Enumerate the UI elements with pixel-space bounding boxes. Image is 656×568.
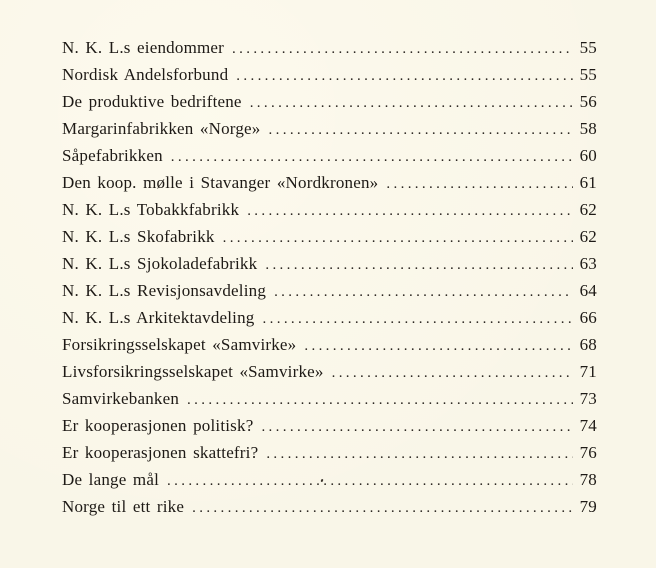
toc-entry-page: 79	[579, 497, 597, 516]
toc-entry-title: N. K. L.s Arkitektavdeling	[62, 308, 255, 327]
dot-leader	[274, 284, 573, 301]
toc-entry-title: Nordisk Andelsforbund	[62, 65, 229, 84]
toc-entry-title: Norge til ett rike	[62, 497, 185, 516]
toc-entry	[62, 497, 597, 524]
dot-leader	[232, 41, 573, 58]
toc-entry-page: 55	[579, 65, 597, 84]
toc-entry-title: Samvirkebanken	[62, 389, 180, 408]
dot-leader	[386, 176, 573, 193]
toc-entry	[62, 389, 597, 416]
toc-entry-title: N. K. L.s Revisjonsavdeling	[62, 281, 267, 300]
toc-entry-title: Forsikringsselskapet «Samvirke»	[62, 335, 297, 354]
toc-entry-page: 64	[579, 281, 597, 300]
toc-entry-title: N. K. L.s Sjokoladefabrikk	[62, 254, 258, 273]
toc-entry-title: Livsforsikringsselskapet «Samvirke»	[62, 362, 324, 381]
toc-entry	[62, 470, 597, 497]
toc-entry-page: 71	[579, 362, 597, 381]
toc-entry	[62, 38, 597, 65]
toc-entry	[62, 335, 597, 362]
toc-entry	[62, 200, 597, 227]
dot-leader	[263, 311, 573, 328]
toc-entry-page: 76	[579, 443, 597, 462]
toc-entry-title: Er kooperasjonen politisk?	[62, 416, 254, 435]
toc-entry-page: 74	[579, 416, 597, 435]
table-of-contents	[62, 38, 597, 524]
toc-entry-page: 73	[579, 389, 597, 408]
toc-entry-title: Margarinfabrikken «Norge»	[62, 119, 261, 138]
dot-leader	[236, 68, 573, 85]
toc-entry-title: N. K. L.s eiendommer	[62, 38, 225, 57]
toc-entry-page: 58	[579, 119, 597, 138]
dot-leader	[247, 203, 573, 220]
toc-entry	[62, 92, 597, 119]
dot-leader	[269, 122, 573, 139]
toc-entry-page: 55	[579, 38, 597, 57]
toc-entry-title: Såpefabrikken	[62, 146, 163, 165]
dot-leader	[261, 419, 573, 436]
dot-leader	[171, 149, 573, 166]
dot-leader	[265, 257, 573, 274]
toc-entry	[62, 308, 597, 335]
toc-entry	[62, 416, 597, 443]
dot-leader	[304, 338, 573, 355]
toc-entry	[62, 443, 597, 470]
toc-entry-title: Den koop. mølle i Stavanger «Nordkronen»	[62, 173, 379, 192]
toc-entry-page: 63	[579, 254, 597, 273]
toc-entry-page: 68	[579, 335, 597, 354]
toc-entry-page: 66	[579, 308, 597, 327]
toc-entry	[62, 65, 597, 92]
toc-entry-page: 56	[579, 92, 597, 111]
dot-leader	[250, 95, 573, 112]
toc-entry-page: 78	[579, 470, 597, 489]
toc-entry	[62, 146, 597, 173]
toc-entry-page: 62	[579, 200, 597, 219]
toc-entry-title: De lange mål	[62, 470, 160, 489]
toc-entry-title: N. K. L.s Skofabrikk	[62, 227, 215, 246]
toc-entry	[62, 173, 597, 200]
dot-leader	[266, 446, 573, 463]
dot-leader	[187, 392, 573, 409]
dot-leader	[192, 500, 573, 517]
dot-leader	[332, 365, 573, 382]
toc-entry	[62, 119, 597, 146]
toc-entry-page: 60	[579, 146, 597, 165]
toc-entry-page: 62	[579, 227, 597, 246]
toc-entry-title: Er kooperasjonen skattefri?	[62, 443, 259, 462]
toc-entry	[62, 254, 597, 281]
dot-leader	[223, 230, 573, 247]
toc-entry-title: De produktive bedriftene	[62, 92, 242, 111]
toc-entry-page: 61	[579, 173, 597, 192]
toc-entry-title: N. K. L.s Tobakkfabrikk	[62, 200, 240, 219]
toc-entry	[62, 281, 597, 308]
dot-leader	[167, 473, 573, 490]
toc-entry	[62, 362, 597, 389]
toc-entry	[62, 227, 597, 254]
